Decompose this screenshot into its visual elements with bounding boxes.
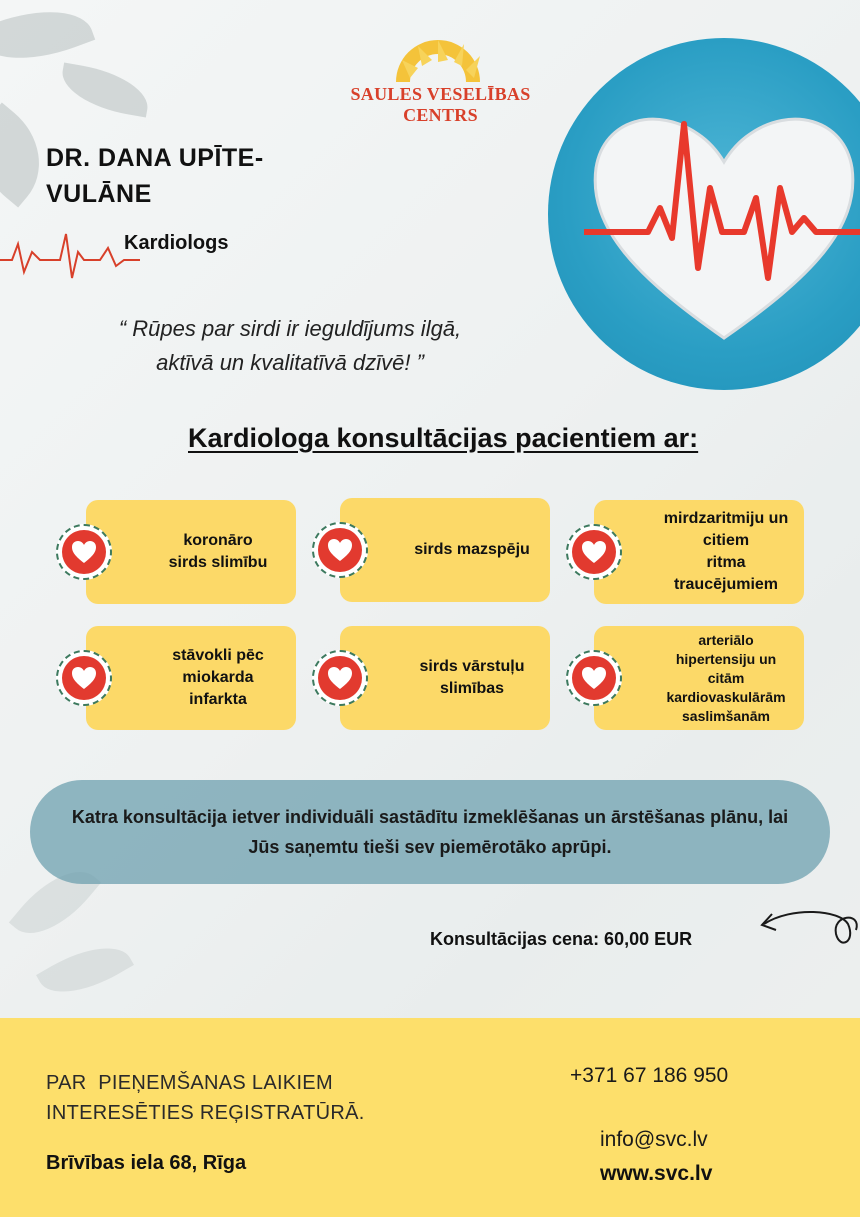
quote <box>40 312 540 380</box>
ecg-line-icon <box>0 222 140 282</box>
heart-icon <box>566 524 622 580</box>
quote-line1: “ Rūpes par sirdi ir ieguldījums ilgā, <box>118 316 462 341</box>
appointment-note <box>46 1068 365 1128</box>
condition-card <box>594 500 804 604</box>
leaf-decoration <box>36 930 134 1010</box>
info-text: Katra konsultācija ietver individuāli sastādītu izmeklēšanas un ārstēšanas plānu, lai Jūs saņemtu tieši sev piemērotāko aprūpi. <box>71 807 789 857</box>
curved-arrow-icon <box>752 902 860 954</box>
heart-ecg-icon <box>548 38 860 390</box>
appointment-note-line1: PAR PIEŅEMŠANAS LAIKIEM <box>46 1072 333 1094</box>
condition-text: arteriālo hipertensiju un citām kardiovaskulārām saslimšanām <box>666 631 786 724</box>
leaf-decoration <box>57 62 153 117</box>
heart-icon <box>56 524 112 580</box>
email-link[interactable]: info@svc.lv <box>600 1128 708 1151</box>
heart-icon <box>312 522 368 578</box>
info-banner <box>30 780 830 884</box>
doctor-name-line1: DR. DANA UPĪTE- <box>46 144 264 172</box>
quote-line2: aktīvā un kvalitatīvā dzīvē! ” <box>156 350 424 375</box>
condition-card <box>340 626 550 730</box>
condition-card <box>340 498 550 602</box>
specialty: Kardiologs <box>124 232 229 254</box>
doctor-name <box>46 140 346 212</box>
heart-icon <box>56 650 112 706</box>
condition-card <box>594 626 804 730</box>
heart-icon <box>566 650 622 706</box>
phone-link[interactable]: +371 67 186 950 <box>570 1064 729 1087</box>
condition-text: koronāro sirds slimību <box>168 532 268 571</box>
heart-illustration <box>548 38 860 390</box>
sun-logo-icon <box>318 38 568 84</box>
section-title: Kardiologa konsultācijas pacientiem ar: <box>188 423 699 453</box>
condition-text: stāvokli pēc miokarda infarkta <box>172 647 264 708</box>
address: Brīvības iela 68, Rīga <box>46 1152 247 1174</box>
condition-card <box>86 626 296 730</box>
heart-icon <box>312 650 368 706</box>
condition-text: mirdzaritmiju un citiem ritma traucējumiem <box>663 510 789 593</box>
brand-logo <box>318 38 568 125</box>
brand-name: SAULES VESELĪBAS CENTRS <box>350 84 531 125</box>
doctor-name-line2: VULĀNE <box>46 180 152 208</box>
condition-text: sirds mazspēju <box>414 541 530 558</box>
condition-card <box>86 500 296 604</box>
appointment-note-line2: INTERESĒTIES REĢISTRATŪRĀ. <box>46 1102 365 1124</box>
website-link[interactable]: www.svc.lv <box>600 1162 713 1185</box>
price: Konsultācijas cena: 60,00 EUR <box>430 929 693 949</box>
condition-text: sirds vārstuļu slimības <box>419 658 525 697</box>
